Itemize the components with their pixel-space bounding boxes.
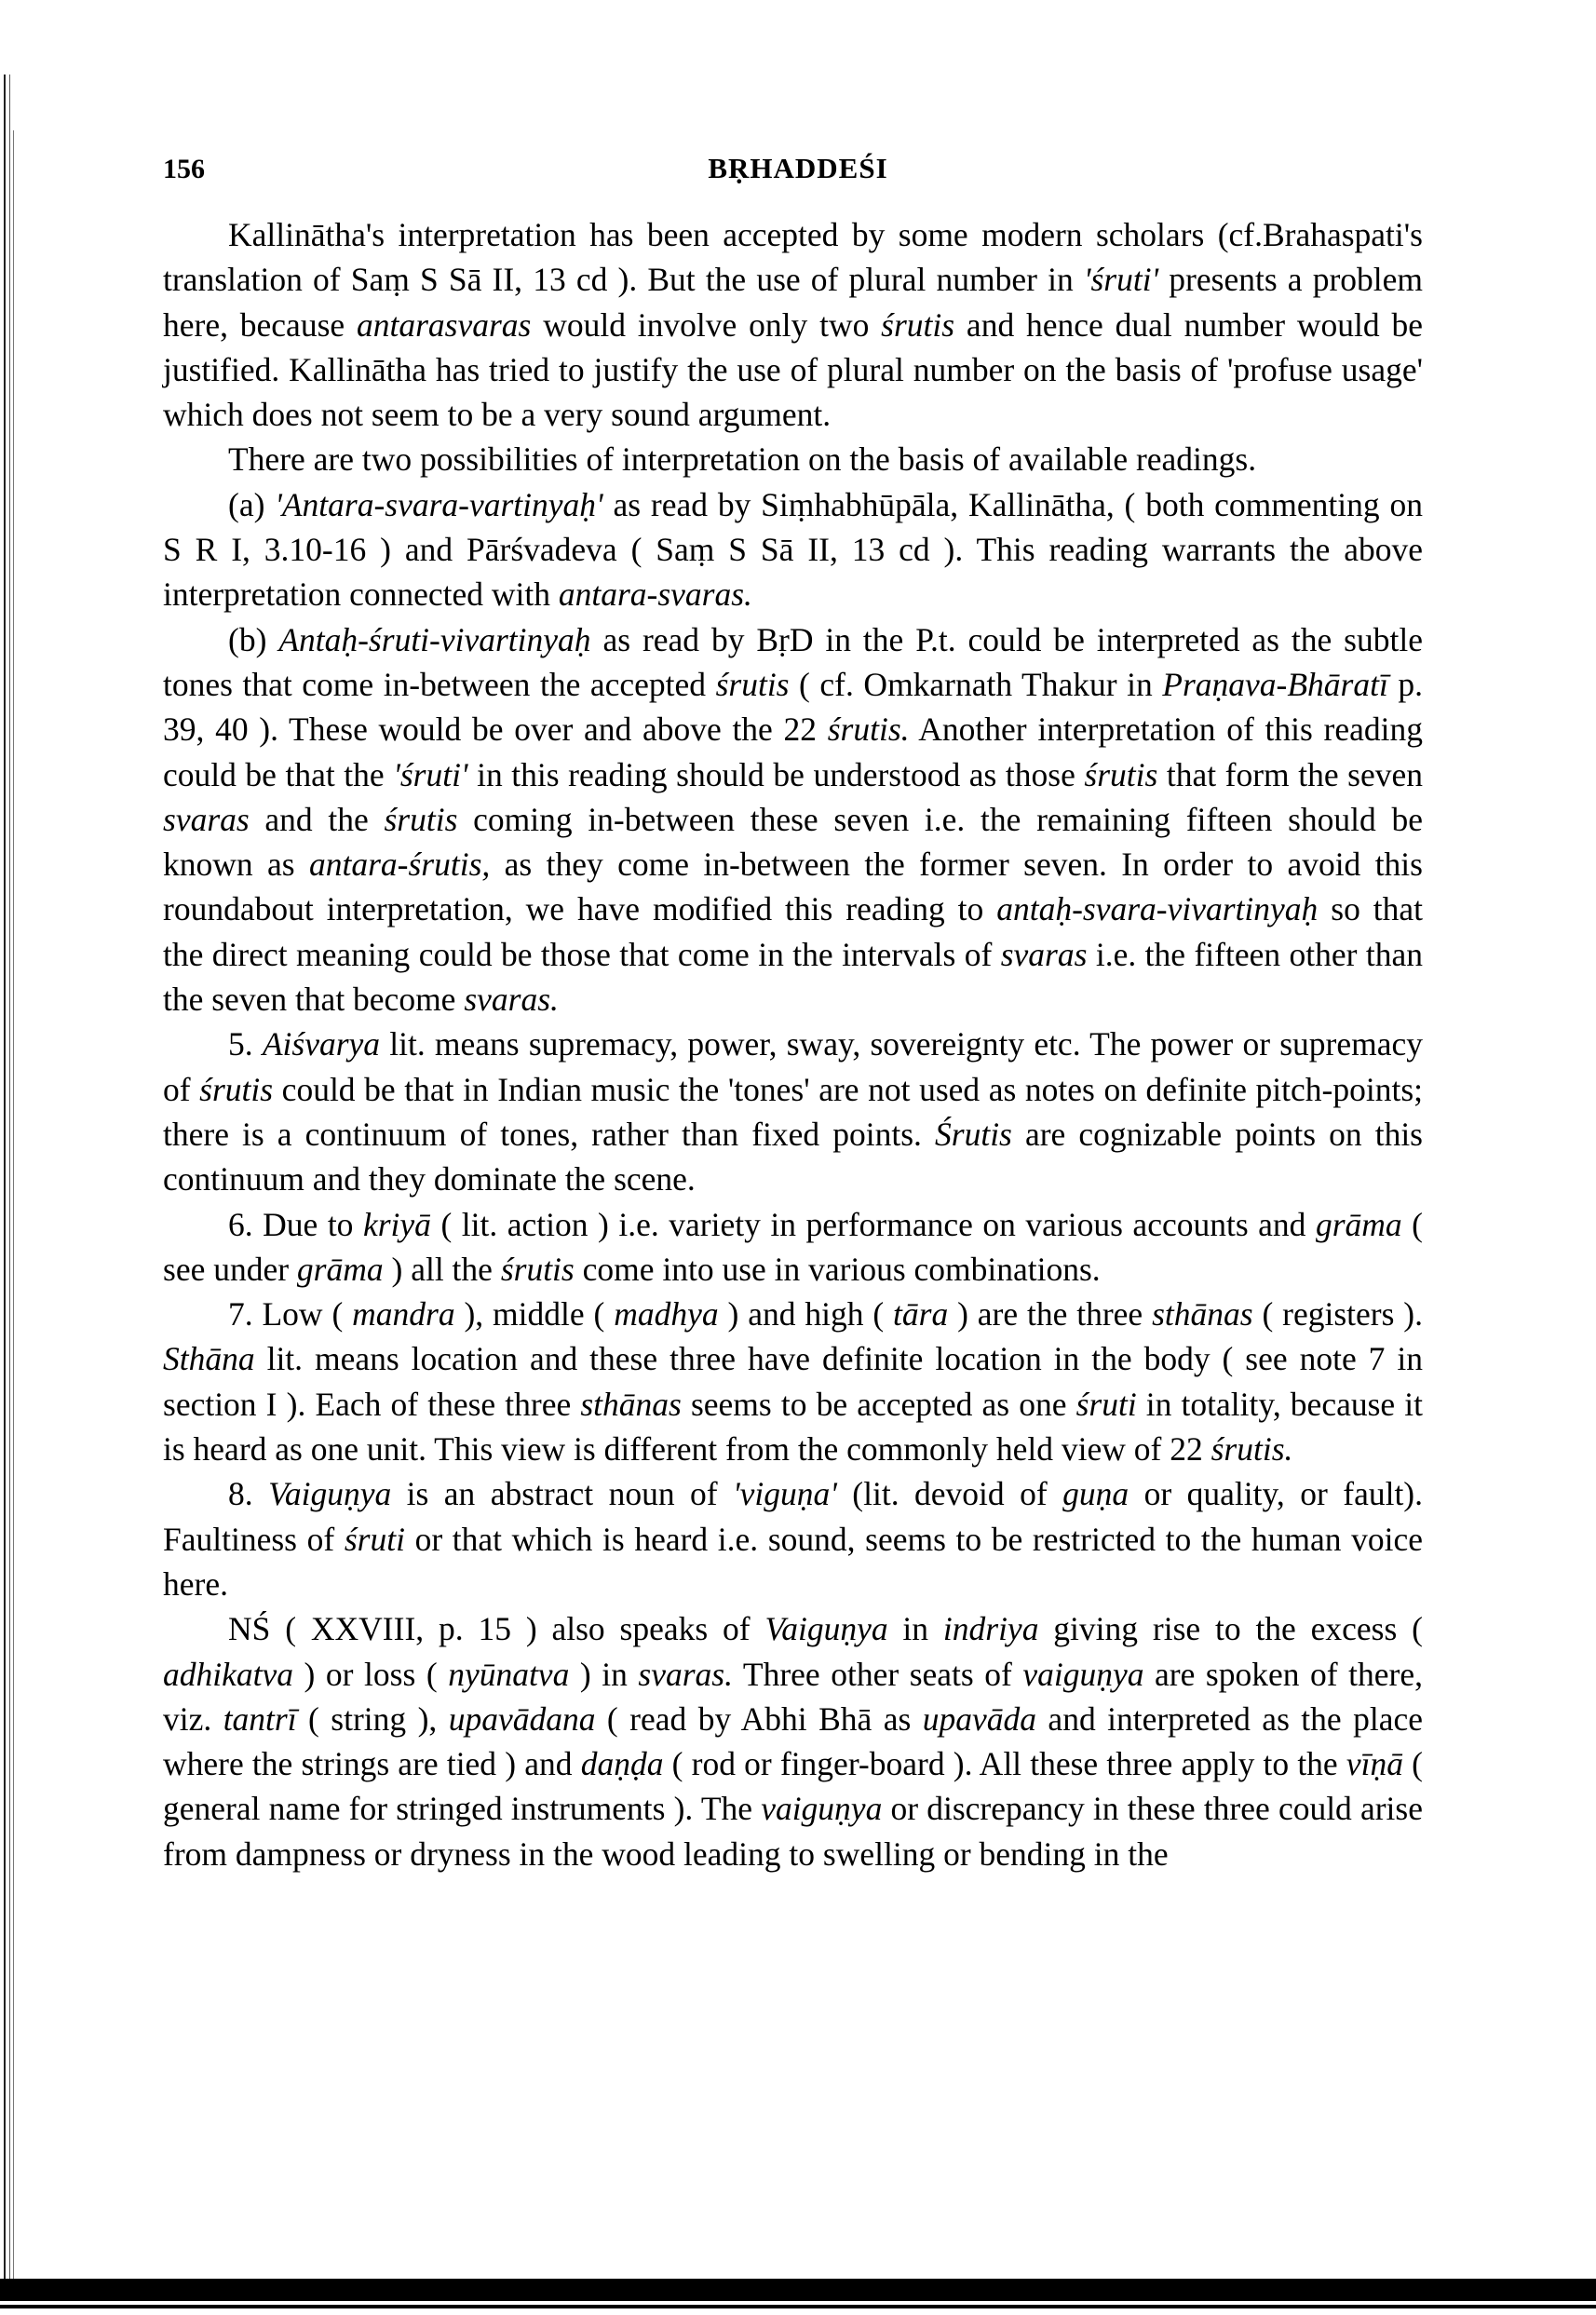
text-run: Three other seats of	[732, 1655, 1023, 1693]
text-run: giving rise to the excess (	[1038, 1610, 1423, 1648]
text-run: lit. means supremacy, power, sway, sovereignty etc. The power or supremacy of	[163, 1025, 1424, 1108]
italic-term: tāra	[893, 1295, 949, 1333]
italic-term: daṇḍa	[580, 1745, 664, 1783]
italic-term: Sthāna	[163, 1340, 255, 1378]
italic-term: śrutis	[715, 665, 790, 703]
italic-term: upavāda	[922, 1699, 1036, 1738]
text-run: come into use in various combinations.	[574, 1250, 1101, 1288]
text-run: 7. Low (	[228, 1295, 353, 1333]
text-run: is an abstract noun of	[391, 1475, 734, 1513]
text-run: ) and high (	[718, 1295, 894, 1333]
italic-term: Śrutis	[935, 1115, 1012, 1153]
text-run: i.e. the fifteen other than the seven that become	[163, 935, 1423, 1019]
italic-term: Aiśvarya	[262, 1025, 381, 1063]
bottom-rule	[0, 2279, 1596, 2301]
italic-term: Antaḥ-śruti-vivartinyaḥ	[278, 620, 591, 658]
text-run: are spoken of there, viz.	[163, 1655, 1423, 1738]
text-run: 6. Due to	[228, 1205, 363, 1243]
text-run: ) all the	[383, 1250, 501, 1288]
body-text	[163, 212, 1423, 1876]
italic-term: upavādana	[448, 1699, 596, 1738]
italic-term: śrutis	[881, 305, 955, 344]
text-run: and hence dual number would be justified. Kallinātha has tried to justify the use of plural number on the basis of 'profuse usage' which does not seem to be a very sound argument.	[163, 305, 1423, 434]
text-run: NŚ ( XXVIII, p. 15 ) also speaks of	[228, 1610, 765, 1648]
italic-term: mandra	[352, 1295, 455, 1333]
text-run: and the	[249, 800, 385, 838]
text-run: would involve only two	[531, 305, 882, 344]
text-run: in totality, because it is heard as one unit. This view is different from the commonly held view of 22	[163, 1385, 1424, 1469]
italic-term: sthānas	[580, 1385, 682, 1423]
italic-term: vaiguṇya	[1022, 1655, 1144, 1693]
italic-term: śrutis	[1084, 755, 1158, 793]
text-run: ), middle (	[454, 1295, 615, 1333]
text-run: as read by Siṃhabhūpāla, Kallinātha, ( both commenting on S R I, 3.10-16 ) and Pārśvadeva ( Saṃ S Sā II, 13 cd ). This reading warrants the above interpretation connected with	[163, 485, 1423, 614]
text-run: or quality, or fault). Faultiness of	[163, 1475, 1424, 1558]
italic-term: Praṇava-Bhāratī	[1162, 665, 1388, 703]
text-run: seems to be accepted as one	[681, 1385, 1076, 1423]
text-run: There are two possibilities of interpretation on the basis of available readings.	[228, 440, 1257, 479]
paragraph	[163, 212, 1423, 437]
text-run: ) or loss (	[293, 1655, 449, 1693]
binding-line	[9, 74, 10, 2296]
text-run: ( lit. action ) i.e. variety in performance on various accounts and	[430, 1205, 1316, 1243]
text-run: presents a problem here, because	[163, 261, 1424, 344]
paragraph	[163, 1292, 1423, 1471]
italic-term: antarasvaras	[356, 305, 532, 344]
text-run: coming in-between these seven i.e. the remaining fifteen should be known as	[163, 800, 1423, 884]
text-run: as read by BṛD in the P.t. could be interpreted as the subtle tones that come in-between the accepted	[163, 620, 1423, 703]
italic-term: sthānas	[1152, 1295, 1253, 1333]
italic-term: guṇa	[1062, 1475, 1129, 1513]
paragraph	[163, 437, 1423, 481]
italic-term: antara-svaras.	[558, 575, 752, 614]
italic-term: 'śruti'	[1083, 261, 1159, 299]
paragraph	[163, 617, 1423, 1022]
text-run: ( see under	[163, 1205, 1424, 1288]
italic-term: vīṇā	[1346, 1745, 1403, 1783]
italic-term: svaras.	[638, 1655, 733, 1693]
text-run: as they come in-between the former seven. In order to avoid this roundabout interpretation, we have modified this reading to	[163, 846, 1423, 928]
text-run: ( string ),	[296, 1699, 449, 1738]
paragraph	[163, 1471, 1423, 1606]
text-run: ( general name for stringed instruments ). The	[163, 1745, 1424, 1828]
italic-term: Vaiguṇya	[268, 1475, 392, 1513]
italic-term: grāma	[296, 1250, 384, 1288]
italic-term: grāma	[1315, 1205, 1402, 1243]
text-run: lit. means location and these three have definite location in the body ( see note 7 in section I ). Each of these three	[163, 1340, 1423, 1423]
italic-term: 'Antara-svara-vartinyaḥ'	[275, 485, 603, 523]
italic-term: svaras.	[464, 981, 559, 1019]
italic-term: śrutis.	[827, 711, 910, 749]
italic-term: vaiguṇya	[761, 1790, 883, 1828]
text-run: (a)	[228, 485, 276, 523]
paragraph	[163, 482, 1423, 617]
italic-term: madhya	[614, 1295, 719, 1333]
text-run: in	[887, 1610, 943, 1648]
italic-term: śruti	[344, 1520, 405, 1558]
italic-term: 'śruti'	[393, 755, 468, 793]
italic-term: śrutis.	[1211, 1430, 1293, 1469]
text-run: in this reading should be understood as those	[467, 755, 1085, 793]
text-run: that form the seven	[1157, 755, 1423, 793]
italic-term: śrutis	[500, 1250, 575, 1288]
running-head: BṚHADDEŚI	[708, 152, 888, 184]
text-run: are cognizable points on this continuum and they dominate the scene.	[163, 1115, 1423, 1198]
text-run: ( rod or finger-board ). All these three apply to the	[663, 1745, 1346, 1783]
italic-term: adhikatva	[163, 1655, 293, 1693]
paragraph	[163, 1202, 1423, 1293]
italic-term: indriya	[942, 1610, 1039, 1648]
page-number: 156	[163, 154, 205, 184]
italic-term: svaras	[163, 800, 250, 838]
text-run: so that the direct meaning could be those that come in the intervals of	[163, 890, 1423, 973]
text-run: 5.	[228, 1025, 263, 1063]
text-run: ( read by Abhi Bhā as	[595, 1699, 923, 1738]
italic-term: svaras	[1000, 935, 1088, 973]
italic-term: kriyā	[362, 1205, 431, 1243]
text-run: ( registers ).	[1252, 1295, 1423, 1333]
italic-term: Vaiguṇya	[764, 1610, 888, 1648]
text-run: ( cf. Omkarnath Thakur in	[789, 665, 1163, 703]
text-run: (lit. devoid of	[836, 1475, 1063, 1513]
text-run: or discrepancy in these three could arise from dampness or dryness in the wood leading to swelling or bending in the	[163, 1790, 1423, 1873]
text-run: and interpreted as the place where the strings are tied ) and	[163, 1699, 1423, 1783]
bottom-rule	[0, 2305, 1596, 2308]
text-run: ) are the three	[948, 1295, 1153, 1333]
text-run: Another interpretation of this reading could be that the	[163, 711, 1423, 793]
italic-term: nyūnatva	[448, 1655, 570, 1693]
italic-term: tantrī	[223, 1699, 297, 1738]
italic-term: 'viguṇa'	[733, 1475, 837, 1513]
text-run: 8.	[228, 1475, 269, 1513]
italic-term: śruti	[1075, 1385, 1137, 1423]
italic-term: śrutis	[384, 800, 458, 838]
binding-line	[13, 130, 14, 2296]
text-run: p. 39, 40 ). These would be over and above the 22	[163, 665, 1424, 749]
text-run: ) in	[569, 1655, 639, 1693]
text-run: (b)	[228, 620, 279, 658]
italic-term: antara-śrutis,	[308, 846, 491, 884]
text-run: or that which is heard i.e. sound, seems to be restricted to the human voice here.	[163, 1520, 1423, 1603]
italic-term: śrutis	[199, 1070, 274, 1108]
paragraph	[163, 1022, 1423, 1201]
paragraph	[163, 1606, 1423, 1876]
text-run: could be that in Indian music the 'tones' are not used as notes on definite pitch-points; there is a continuum of tones, rather than fixed points.	[163, 1070, 1424, 1153]
text-run: Kallinātha's interpretation has been accepted by some modern scholars (cf.Brahaspati's translation of Saṃ S Sā II, 13 cd ). But the use of plural number in	[163, 216, 1423, 299]
italic-term: antaḥ-svara-vivartinyaḥ	[996, 890, 1319, 928]
binding-edge	[0, 0, 17, 2315]
binding-line	[4, 74, 6, 2296]
